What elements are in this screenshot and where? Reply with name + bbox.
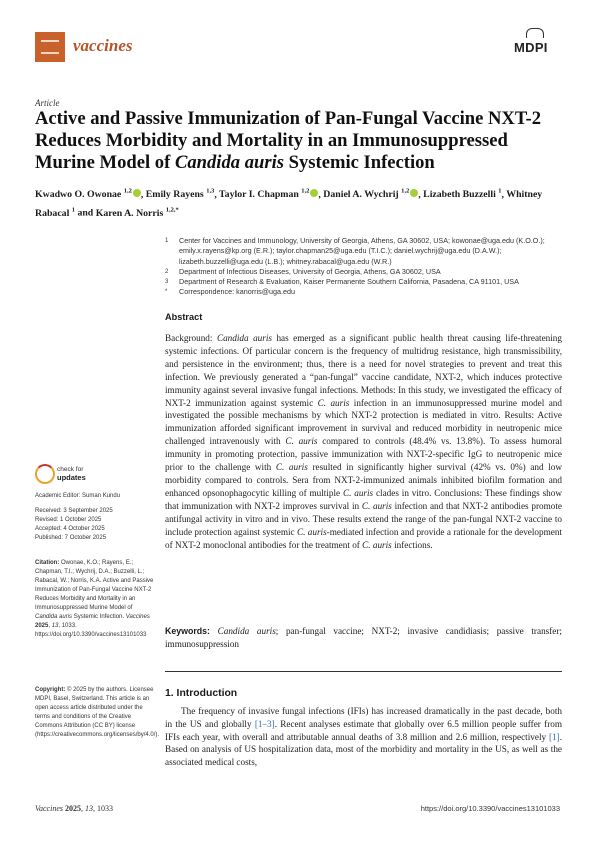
check-updates-icon [35,464,55,484]
keywords: Keywords: Candida auris; pan-fungal vaccine; NXT-2; invasive candidiasis; passive transfer; immunosuppression [165,626,562,649]
affiliation-item: 3 Department of Research & Evaluation, Kaiser Permanente Southern California, Pasadena, CA 91101, USA [165,277,519,287]
footer-doi[interactable]: https://doi.org/10.3390/vaccines13101033 [420,804,560,813]
citation-segment: , 1033. https://doi.org/10.3390/vaccines13101033 [35,623,147,638]
citation-segment: , [48,623,52,629]
abstract-segment: compared to controls (48.4% vs. 13.8%). To assess humoral immunity in promoting protection, passive immunization with NXT-2-specific IgG to neutropenic mice prior to the challenge with [165,436,562,473]
abstract-segment: C. auris [362,539,392,550]
publication-dates [35,507,155,543]
reference-link[interactable]: [1–3] [254,718,275,729]
orcid-icon[interactable] [133,189,141,197]
publisher-name: MDPI [514,40,548,55]
section-heading-introduction: 1. Introduction [165,688,238,699]
abstract-segment: C. auris [342,487,374,498]
revised-date: Revised: 1 October 2025 [35,517,102,523]
author-name: Karen A. Norris $^{1,2,*}$ [95,206,179,219]
intro-segment: The frequency of invasive fungal infections (IFIs) has increased dramatically in the past decade, both in the US and globally [165,706,562,729]
introduction-paragraph [165,705,562,769]
abstract-segment: clades in vitro. Conclusions: These findings show that immunization with NXT-2 improves survival in [165,487,562,511]
author-name: Taylor I. Chapman $^{1,2}$ [219,189,318,200]
received-date: Received: 3 September 2025 [35,508,113,514]
citation-segment: 13 [51,623,59,629]
journal-header [35,30,560,64]
accepted-date: Accepted: 4 October 2025 [35,526,105,532]
affiliations [165,236,565,298]
article-type: Article [35,98,60,108]
paper-title: Active and Passive Immunization of Pan-Fungal Vaccine NXT-2 Reduces Morbidity and Mortality in an Immunosuppressed Murine Model of Candida auris Systemic Infection [35,108,542,173]
affiliation-item: 1 Center for Vaccines and Immunology, University of Georgia, Athens, GA 30602, USA; kowonae@uga.edu (K.O.O.); emily.x.rayens@kp.org (E.R.); taylor.chapman25@uga.edu (T.I.C.); daniel.wychrij@uga.edu (D.A.W.); lizabeth.buzzelli@uga.edu (L.B.); whitney.rabacal@uga.edu (W.R.) [165,236,545,266]
journal-name: vaccines [73,36,133,55]
citation-segment: Systemic Infection. [72,614,126,620]
mdpi-logo [512,36,560,62]
check-for-updates-badge[interactable]: check for updates [35,464,95,486]
affiliation-item: 2 Department of Infectious Diseases, University of Georgia, Athens, GA 30602, USA [165,266,441,276]
abstract-segment: infection and that NXT-2 antibodies promote antifungal activity in vitro and in vivo. These results extend the range of the pan-fungal NXT-2 vaccine to include protection against systemic [165,500,562,537]
abstract-segment: C. auris [296,526,327,537]
citation-segment: 2025 [35,623,49,629]
copyright-block: Copyright: © 2025 by the authors. Licensee MDPI, Basel, Switzerland. This article is an open access article distributed under the terms and conditions of the Creative Commons Attribution (CC BY) license (https://creativecommons.org/licenses/by/4.0/). [35,687,160,738]
author-name: Daniel A. Wychrij $^{1,2}$ [323,189,418,200]
citation-segment: Candida auris [35,614,73,620]
published-date: Published: 7 October 2025 [35,535,107,541]
intro-segment: . Based on analysis of US hospitalization data, most of the morbidity and mortality in the US, as well as the associated medical costs, [165,731,562,768]
abstract-segment: C. auris [361,500,392,511]
abstract-segment: C. auris [317,397,350,408]
abstract-text [165,332,562,551]
citation-segment: Vaccines [125,614,150,620]
reference-link[interactable]: [1] [548,731,560,742]
abstract-segment: C. auris [285,436,318,447]
citation-label: Citation: [35,560,60,566]
academic-editor: Academic Editor: Suman Kundu [35,493,121,499]
author-name: Lizabeth Buzzelli $^1$ [423,188,502,201]
section-divider [165,671,562,672]
abstract-segment: infection in an immunosuppressed murine model and investigated the possible mechanisms by which NXT-2 protection is mediated in vitro. Results: Active immunization afforded significant improvement in survival and reduced morbidity in neutropenic mice challenged intravenously with [165,397,562,447]
author-list: Kwadwo O. Owonae $^{1,2}$ , Emily Rayens $^{1,3}$, Taylor I. Chapman $^{1,2}$ , Daniel A. Wychrij $^{1,2}$ , Lizabeth Buzzelli $^1$, Whitney Rabacal $^1$ and Karen A. Norris $^{1,2,*}$ [35,188,543,219]
abstract-segment: resulted in significantly higher survival (42% vs. 0%) and low morbidity compared to controls. Sera from NXT-2-immunized animals inhibited biofilm formation and enhanced opsonophagocytic killing of multiple [165,462,562,498]
abstract-segment: C. auris [275,462,308,473]
citation-segment: Owonae, K.O.; Rayens, E.; Chapman, T.I.; Wychrij, D.A.; Buzzelli, L.; Rabacal, W.; Norris, K.A. Active and Passive Immunization of Pan-Fungal Vaccine NXT-2 Reduces Morbidity and Mortality in an Immunosuppressed Murine Model of [35,560,154,611]
abstract-heading: Abstract [165,312,203,322]
footer-citation: Vaccines 2025, 13, 1033 [35,804,113,813]
author-name: Whitney Rabacal $^1$ [35,189,543,219]
keyword-segment: Candida auris [217,626,276,636]
affiliation-item: * Correspondence: kanorris@uga.edu [165,287,295,297]
abstract-segment: Background: [165,333,217,343]
intro-segment: . Recent analyses estimate that globally over 6.5 million people suffer from IFIs each year, with overall and attributable annual deaths of 3.8 million and 2.6 million, respectively [165,718,562,742]
author-name: Emily Rayens $^{1,3}$ [145,188,215,201]
orcid-icon[interactable] [310,189,318,197]
abstract-segment: infections. [391,539,433,550]
citation-block [35,559,155,640]
author-name: Kwadwo O. Owonae $^{1,2}$ [35,189,141,200]
abstract-segment: has emerged as a significant public health threat causing life-threatening systemic infections. Of particular concern is the frequency of multidrug resistance, high transmissibility, and persistence in the environment; thus, there is a need for novel strategies to prevent and treat this infection. We previously generated a “pan-fungal” vaccine candidate, NXT-2, which induces protective immunity against several invasive fungal infections. Methods: In this study, we investigated the efficacy of NXT-2 immunization against systemic [165,333,562,408]
journal-logo [35,32,65,62]
abstract-segment: Candida auris [216,333,272,343]
abstract-segment: -mediated infection and provide a rationale for the development of NXT-2 monoclonal antibodies for the treatment of [165,526,562,550]
keyword-segment: ; pan-fungal vaccine; NXT-2; invasive candidiasis; passive transfer; immunosuppression [165,626,562,649]
orcid-icon[interactable] [410,189,418,197]
